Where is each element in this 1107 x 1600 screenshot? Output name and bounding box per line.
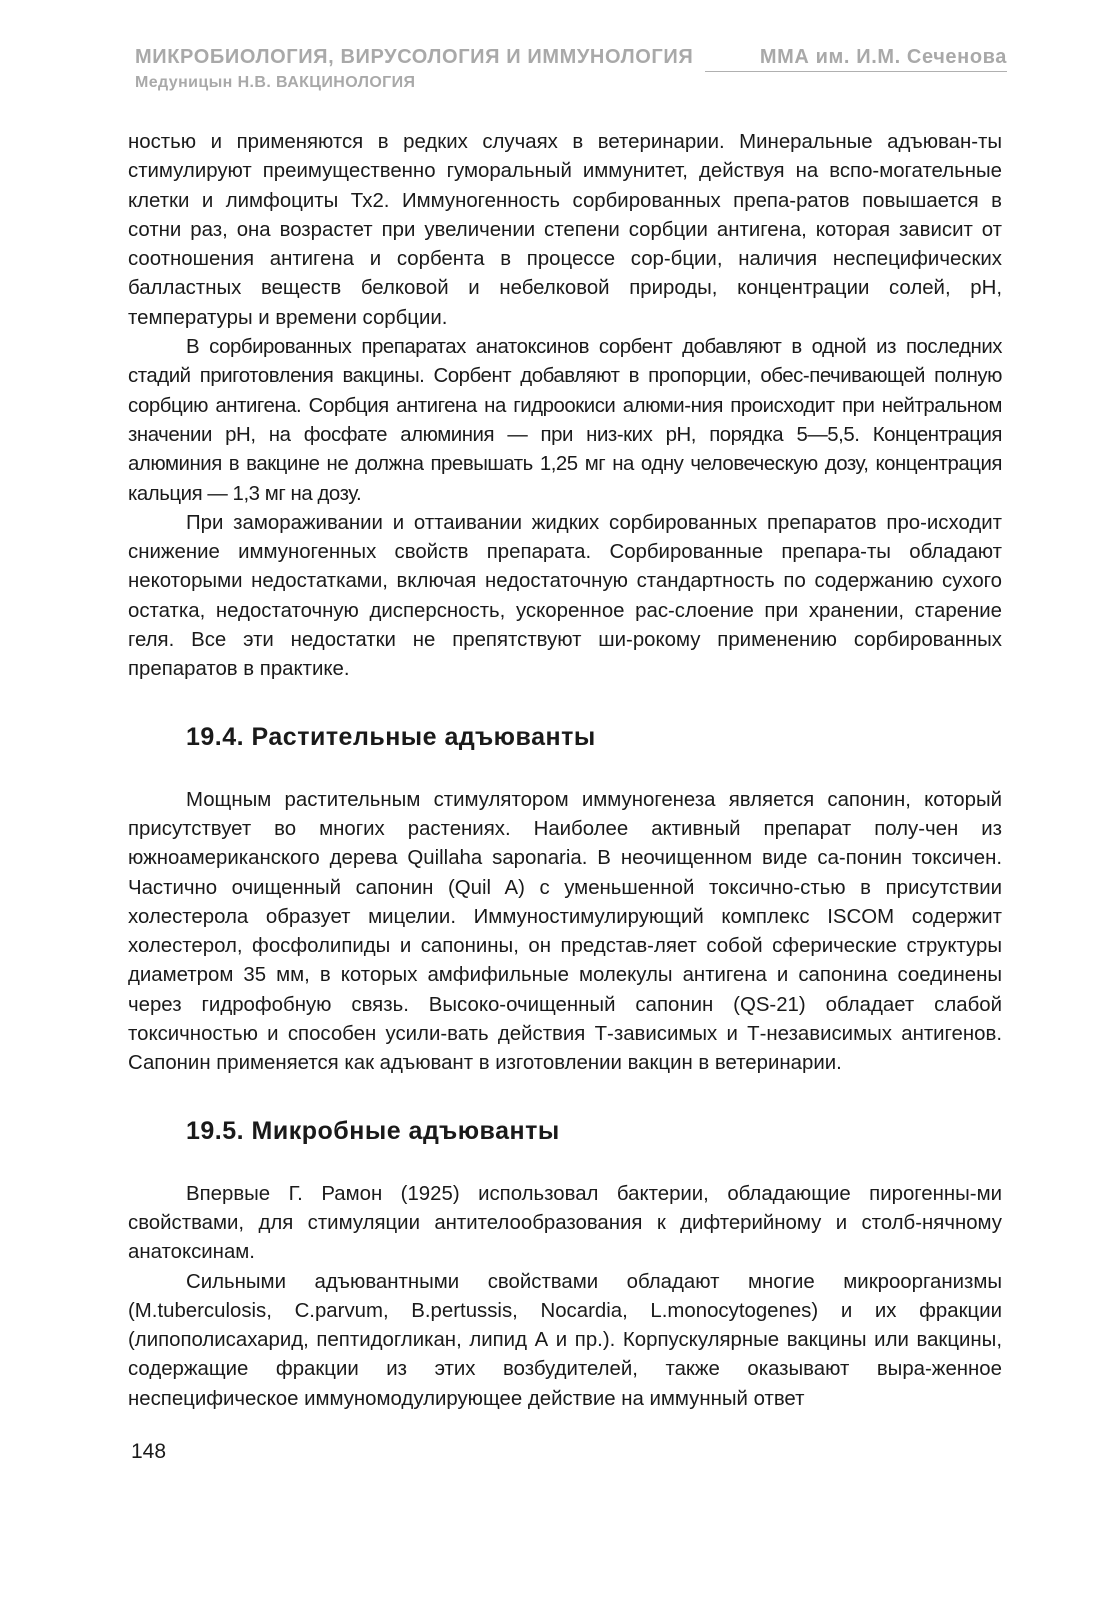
running-head-title: МИКРОБИОЛОГИЯ, ВИРУСОЛОГИЯ И ИММУНОЛОГИЯ xyxy=(135,46,694,68)
paragraph-2: В сорбированных препаратах анатоксинов сорбент добавляют в одной из последних стадий приготовления вакцины. Сорбент добавляют в пропорции, обес-печивающей полную сорбцию антигена. Сорбция антигена на гидроокиси алюми-ния происходит при нейтральном значении pH, на фосфате алюминия — при низ-ких pH, порядка 5—5,5. Концентрация алюминия в вакцине не должна превышать 1,25 мг на одну человеческую дозу, концентрация кальция — 1,3 мг на дозу. xyxy=(128,336,1002,505)
running-head-rule xyxy=(705,71,1007,72)
running-head xyxy=(135,46,1007,92)
page-number: 148 xyxy=(131,1440,167,1463)
section-heading-19-4: 19.4. Растительные адъюванты xyxy=(186,722,596,751)
running-head-top xyxy=(135,46,1007,69)
running-head-publisher: ММА им. И.М. Сеченова xyxy=(759,46,1007,68)
page-body xyxy=(128,128,1002,1414)
paragraph-6: Сильными адъювантными свойствами обладают многие микроорганизмы (M.tuberculosis, C.parvum, B.pertussis, Nocardia, L.monocytogenes) и их фракции (липополисахарид, пептидогликан, липид А и пр.). Корпускулярные вакцины или вакцины, содержащие фракции из этих возбудителей, также оказывают выра-женное неспецифическое иммуномодулирующее действие на иммунный ответ xyxy=(128,1270,1002,1410)
paragraph-1: ностью и применяются в редких случаях в ветеринарии. Минеральные адъюван-ты стимулируют преимущественно гуморальный иммунитет, действуя на вспо-могательные клетки и лимфоциты Тх2. Иммуногенность сорбированных препа-ратов повышается в сотни раз, она возрастет при увеличении степени сорбции антигена, которая зависит от соотношения антигена и сорбента в процессе сор-бции, наличия неспецифических балластных веществ белковой и небелковой природы, концентрации солей, pH, температуры и времени сорбции. xyxy=(128,131,1002,329)
running-head-book: Медуницын Н.В. ВАКЦИНОЛОГИЯ xyxy=(135,74,416,91)
paragraph-4: Мощным растительным стимулятором иммуногенеза является сапонин, который присутствует во многих растениях. Наиболее активный препарат полу-чен из южноамериканского дерева Quillaha saponaria. В неочищенном виде са-понин токсичен. Частично очищенный сапонин (Quil A) с уменьшенной токсично-стью в присутствии холестерола образует мицелии. Иммуностимулирующий комплекс ISCOM содержит холестерол, фосфолипиды и сапонины, он представ-ляет собой сферические структуры диаметром 35 мм, в которых амфифильные молекулы антигена и сапонина соединены через гидрофобную связь. Высоко-очищенный сапонин (QS-21) обладает слабой токсичностью и способен усили-вать действия Т-зависимых и Т-независимых антигенов. Сапонин применяется как адъювант в изготовлении вакцин в ветеринарии. xyxy=(128,788,1002,1075)
paragraph-3: При замораживании и оттаивании жидких сорбированных препаратов про-исходит снижение иммуногенных свойств препарата. Сорбированные препара-ты обладают некоторыми недостатками, включая недостаточную стандартность по содержанию сухого остатка, недостаточную дисперсность, ускоренное рас-слоение при хранении, старение геля. Все эти недостатки не препятствуют ши-рокому применению сорбированных препаратов в практике. xyxy=(128,511,1002,681)
section-heading-19-5: 19.5. Микробные адъюванты xyxy=(186,1116,560,1145)
paragraph-5: Впервые Г. Рамон (1925) использовал бактерии, обладающие пирогенны-ми свойствами, для стимуляции антителообразования к дифтерийному и столб-нячному анатоксинам. xyxy=(128,1182,1002,1264)
